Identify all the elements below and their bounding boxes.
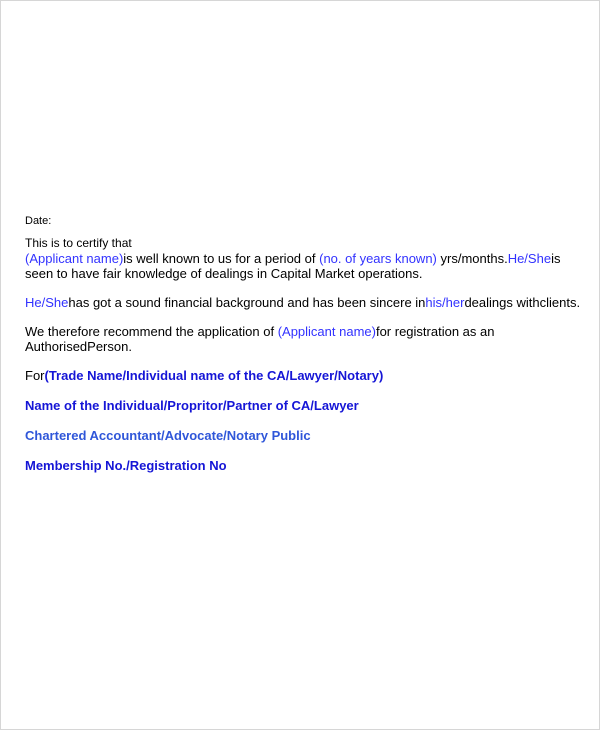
para1-text-3: is seen to have fair knowledge of dealings in Capital Market operations. — [25, 251, 561, 281]
individual-name-line: Name of the Individual/Propritor/Partner of CA/Lawyer — [25, 398, 359, 413]
for-line — [25, 368, 585, 383]
para1-text-2: yrs/months. — [436, 251, 508, 266]
years-known-placeholder: (no. of years known) — [319, 251, 437, 266]
paragraph-recommendation — [25, 324, 585, 354]
certify-intro: This is to certify that — [25, 236, 132, 250]
para1-text-1: is well known to us for a period of — [123, 251, 320, 266]
he-she-placeholder: He/She — [507, 251, 552, 266]
his-her-placeholder: his/her — [425, 295, 465, 310]
designation-line: Chartered Accountant/Advocate/Notary Public — [25, 428, 311, 443]
para2-text-1: has got a sound financial background and has been sincere in — [68, 295, 426, 310]
membership-line: Membership No./Registration No — [25, 458, 227, 473]
para3-text-1: We therefore recommend the application of — [25, 324, 278, 339]
paragraph-applicant-knowledge — [25, 251, 585, 281]
for-prefix: For — [25, 368, 45, 383]
para3-text-2: for registration as an AuthorisedPerson. — [25, 324, 495, 354]
letter-body — [25, 214, 585, 488]
trade-name-placeholder: (Trade Name/Individual name of the CA/Lawyer/Notary) — [44, 368, 384, 383]
date-label: Date: — [25, 215, 52, 227]
para2-text-2: dealings withclients. — [464, 295, 581, 310]
applicant-name-placeholder: (Applicant name) — [277, 324, 376, 339]
paragraph-financial-background — [25, 295, 585, 310]
applicant-name-placeholder: (Applicant name) — [25, 251, 124, 266]
he-she-placeholder: He/She — [25, 295, 69, 310]
